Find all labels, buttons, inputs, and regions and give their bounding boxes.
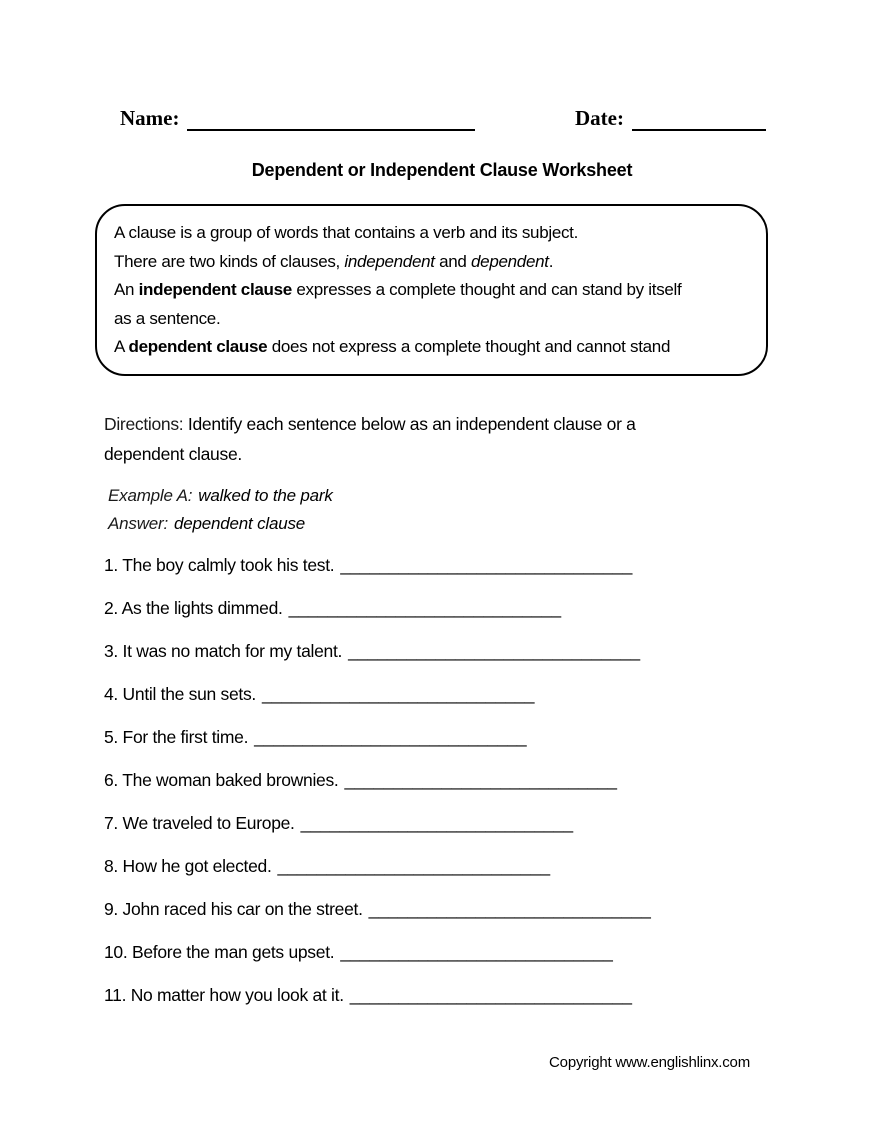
question-label: 10. Before the man gets upset. bbox=[104, 941, 335, 962]
name-label: Name: bbox=[120, 106, 180, 130]
date-field bbox=[575, 105, 766, 131]
question-row-2 bbox=[104, 597, 784, 619]
question-label: 4. Until the sun sets. bbox=[104, 683, 256, 704]
definition-line-2 bbox=[114, 248, 748, 277]
answer-line bbox=[108, 510, 784, 538]
question-row-1 bbox=[104, 554, 784, 576]
question-row-10 bbox=[104, 941, 784, 963]
copyright-notice: Copyright www.englishlinx.com bbox=[549, 1054, 750, 1071]
question-row-7 bbox=[104, 812, 784, 834]
date-blank bbox=[632, 107, 766, 131]
question-label: 8. How he got elected. bbox=[104, 855, 272, 876]
definition-text: An bbox=[114, 280, 139, 299]
question-blank: ____________________________ bbox=[344, 769, 617, 790]
definition-term-independent: independent bbox=[344, 251, 435, 271]
question-label: 3. It was no match for my talent. bbox=[104, 640, 343, 661]
definition-term-dependent: dependent bbox=[471, 251, 549, 271]
question-label: 1. The boy calmly took his test. bbox=[104, 554, 335, 575]
question-blank: ____________________________ bbox=[288, 597, 562, 618]
header bbox=[120, 105, 766, 131]
example-a-value: walked to the park bbox=[198, 485, 333, 505]
question-blank: ____________________________ bbox=[261, 683, 535, 704]
question-blank: ______________________________ bbox=[348, 640, 641, 661]
question-label: 2. As the lights dimmed. bbox=[104, 597, 283, 618]
worksheet-title: Dependent or Independent Clause Worksheet bbox=[251, 160, 633, 180]
example-a-label: Example A: bbox=[108, 485, 193, 505]
definition-term-dependent-clause: dependent clause bbox=[128, 337, 268, 356]
definition-text: expresses a complete thought and can stand by itself bbox=[291, 280, 682, 299]
directions-line-1 bbox=[104, 409, 784, 439]
definition-line-1 bbox=[114, 219, 748, 248]
definition-line-4 bbox=[114, 305, 748, 334]
question-blank: ____________________________ bbox=[300, 812, 574, 833]
question-row-9 bbox=[104, 898, 784, 920]
directions-line-2 bbox=[104, 439, 784, 469]
name-field bbox=[120, 105, 475, 131]
questions-list bbox=[104, 554, 784, 1006]
question-blank: _____________________________ bbox=[368, 898, 651, 919]
question-row-4 bbox=[104, 683, 784, 705]
definition-text: and bbox=[434, 251, 472, 271]
question-label: 11. No matter how you look at it. bbox=[104, 984, 344, 1005]
directions-text: dependent clause. bbox=[104, 443, 242, 464]
question-row-5 bbox=[104, 726, 784, 748]
definition-text: There are two kinds of clauses, bbox=[114, 251, 345, 271]
question-label: 6. The woman baked brownies. bbox=[104, 769, 339, 790]
question-label: 7. We traveled to Europe. bbox=[104, 812, 295, 833]
example-block bbox=[108, 482, 784, 538]
date-label: Date: bbox=[575, 106, 624, 130]
question-row-8 bbox=[104, 855, 784, 877]
answer-value: dependent clause bbox=[174, 513, 306, 533]
question-blank: ____________________________ bbox=[254, 726, 527, 747]
example-a-line bbox=[108, 482, 784, 510]
definition-text: A bbox=[114, 337, 129, 356]
definition-text: . bbox=[548, 251, 554, 271]
question-blank: ______________________________ bbox=[340, 554, 633, 575]
question-label: 9. John raced his car on the street. bbox=[104, 898, 363, 919]
definition-text: as a sentence. bbox=[114, 308, 221, 328]
definition-line-5 bbox=[114, 333, 748, 362]
definition-term-independent-clause: independent clause bbox=[138, 280, 292, 299]
question-row-3 bbox=[104, 640, 784, 662]
question-row-6 bbox=[104, 769, 784, 791]
question-row-11 bbox=[104, 984, 784, 1006]
answer-label: Answer: bbox=[108, 513, 169, 533]
directions-text: Identify each sentence below as an independent clause or a bbox=[183, 413, 636, 434]
directions-label: Directions: bbox=[104, 413, 184, 434]
definition-line-3 bbox=[114, 276, 748, 305]
definition-text: does not express a complete thought and cannot stand bbox=[267, 337, 671, 356]
question-blank: _____________________________ bbox=[349, 984, 633, 1005]
definition-box bbox=[95, 204, 768, 376]
question-label: 5. For the first time. bbox=[104, 726, 249, 747]
question-blank: ____________________________ bbox=[277, 855, 551, 876]
name-blank bbox=[187, 107, 475, 131]
question-blank: ____________________________ bbox=[340, 941, 613, 962]
directions bbox=[104, 409, 784, 469]
definition-text: A clause is a group of words that contains a verb and its subject. bbox=[114, 223, 579, 242]
